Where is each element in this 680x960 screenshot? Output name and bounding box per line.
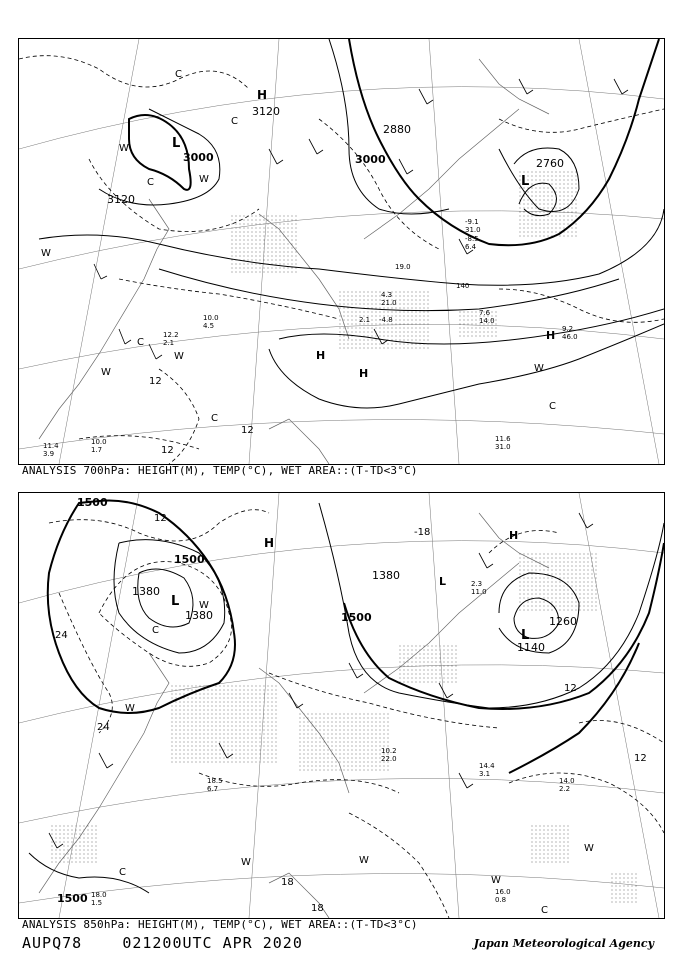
station-temp: 14.0	[559, 777, 575, 785]
station-dewpoint: 2.1	[163, 339, 175, 347]
warm-center-marker: W	[534, 363, 544, 374]
high-pressure-symbol: H	[546, 329, 556, 342]
isotherm-label: 24	[55, 630, 68, 641]
high-pressure-symbol: H	[264, 536, 275, 550]
station-temp: 16.0	[495, 888, 511, 896]
station-temp: 10.0	[91, 438, 107, 446]
high-pressure-symbol: H	[509, 529, 519, 542]
cold-center-marker: C	[211, 413, 218, 424]
grid-label: 140	[456, 282, 470, 290]
station-temp: -4.8	[379, 316, 393, 324]
station-dewpoint: 1.5	[91, 899, 103, 907]
station-temp: 12.2	[163, 331, 179, 339]
station-temp: 19.0	[395, 263, 411, 271]
isotherms	[19, 56, 664, 464]
contour-label: 1260	[549, 615, 577, 628]
warm-center-marker: W	[491, 875, 501, 886]
high-pressure-symbol: H	[257, 88, 268, 102]
station-dewpoint: 21.0	[381, 299, 397, 307]
contour-label: 1500	[77, 496, 108, 509]
station-dewpoint: 31.0	[495, 443, 511, 451]
contour-label: 1380	[185, 609, 213, 622]
isotherm-label: 18	[281, 877, 294, 888]
isotherm-label: 18	[311, 903, 324, 914]
cold-center-marker: C	[541, 905, 548, 916]
station-temp: 7.6	[479, 309, 491, 317]
isotherm-label: 24	[97, 722, 110, 733]
isotherm-label: 12	[149, 376, 162, 387]
station-temp: 11.6	[495, 435, 511, 443]
panel-caption-850hpa: ANALYSIS 850hPa: HEIGHT(M), TEMP(°C), WET AREA::(T-TD<3°C)	[22, 918, 418, 931]
thick-contours	[129, 39, 659, 245]
map-850hpa-svg	[19, 493, 664, 918]
station-temp: 10.0	[203, 314, 219, 322]
station-dewpoint: 46.0	[562, 333, 578, 341]
isotherm-label: 12	[154, 513, 167, 524]
cold-center-marker: C	[152, 625, 159, 636]
station-temp: 11.4	[43, 442, 59, 450]
panel-caption-700hpa: ANALYSIS 700hPa: HEIGHT(M), TEMP(°C), WET AREA::(T-TD<3°C)	[22, 464, 418, 477]
station-temp: 2.3	[471, 580, 483, 588]
chart-code	[22, 934, 303, 952]
contour-label: 1500	[174, 553, 205, 566]
high-pressure-symbol: H	[316, 349, 326, 362]
warm-center-marker: W	[199, 174, 209, 185]
warm-center-marker: W	[199, 600, 209, 611]
map-panel-700hpa	[18, 38, 665, 465]
station-dewpoint: 0.8	[495, 896, 507, 904]
station-dewpoint: 1.7	[91, 446, 103, 454]
cold-center-marker: C	[549, 401, 556, 412]
station-dewpoint: 14.0	[479, 317, 495, 325]
station-dewpoint: 2.2	[559, 785, 571, 793]
station-temp: 18.0	[91, 891, 107, 899]
station-dewpoint: 31.0	[465, 226, 481, 234]
agency-name: Japan Meteorological Agency	[473, 937, 654, 950]
low-pressure-symbol: L	[521, 174, 530, 189]
warm-center-marker: W	[125, 703, 135, 714]
warm-center-marker: W	[119, 143, 129, 154]
warm-center-marker: W	[241, 857, 251, 868]
contour-label: 1500	[341, 611, 372, 624]
contour-label: 3000	[355, 153, 386, 166]
low-pressure-symbol: L	[171, 594, 180, 609]
contour-label: 1140	[517, 641, 545, 654]
station-dewpoint: 6.7	[207, 785, 219, 793]
isotherm-label: -18	[414, 527, 431, 538]
low-pressure-symbol: L	[439, 575, 447, 588]
cold-center-marker: C	[119, 867, 126, 878]
analysis-time: 021200UTC APR 2020	[122, 934, 303, 952]
map-panel-850hpa	[18, 492, 665, 919]
contour-label: 1380	[132, 585, 160, 598]
contour-label: 2760	[536, 157, 564, 170]
station-temp: 2.1	[359, 316, 371, 324]
high-pressure-symbol: H	[359, 367, 369, 380]
contour-label: 3120	[252, 105, 280, 118]
cold-center-marker: C	[231, 116, 238, 127]
cold-center-marker: C	[137, 337, 144, 348]
wet-area	[229, 169, 579, 349]
station-temp: 18.5	[207, 777, 223, 785]
cold-center-marker: C	[147, 177, 154, 188]
warm-center-marker: W	[41, 248, 51, 259]
station-temp: -8.5	[465, 235, 479, 243]
station-dewpoint: 22.0	[381, 755, 397, 763]
graticule	[19, 39, 664, 464]
low-pressure-symbol: L	[521, 628, 530, 643]
map-700hpa-svg	[19, 39, 664, 464]
warm-center-marker: W	[359, 855, 369, 866]
isotherm-label: 12	[161, 445, 174, 456]
station-temp: -9.1	[465, 218, 479, 226]
station-temp: 10.2	[381, 747, 397, 755]
warm-center-marker: W	[101, 367, 111, 378]
station-temp: 14.4	[479, 762, 495, 770]
chart-id: AUPQ78	[22, 934, 83, 952]
contour-label: 3000	[183, 151, 214, 164]
coastline	[39, 513, 549, 918]
station-dewpoint: 11.0	[471, 588, 487, 596]
station-temp: 4.3	[381, 291, 393, 299]
isotherm-label: 12	[241, 425, 254, 436]
station-dewpoint: 3.9	[43, 450, 55, 458]
isotherm-label: 12	[564, 683, 577, 694]
station-dewpoint: 3.1	[479, 770, 491, 778]
isotherm-label: 12	[634, 753, 647, 764]
station-dewpoint: 4.5	[203, 322, 215, 330]
contour-label: 2880	[383, 123, 411, 136]
warm-center-marker: W	[174, 351, 184, 362]
warm-center-marker: W	[584, 843, 594, 854]
contour-label: 1500	[57, 892, 88, 905]
station-dewpoint: 6.4	[465, 243, 477, 251]
cold-center-marker: C	[175, 69, 182, 80]
wind-barbs	[49, 513, 593, 848]
station-temp: 9.2	[562, 325, 574, 333]
contour-label: 1380	[372, 569, 400, 582]
low-pressure-symbol: L	[172, 136, 181, 151]
contour-label: 3120	[107, 193, 135, 206]
